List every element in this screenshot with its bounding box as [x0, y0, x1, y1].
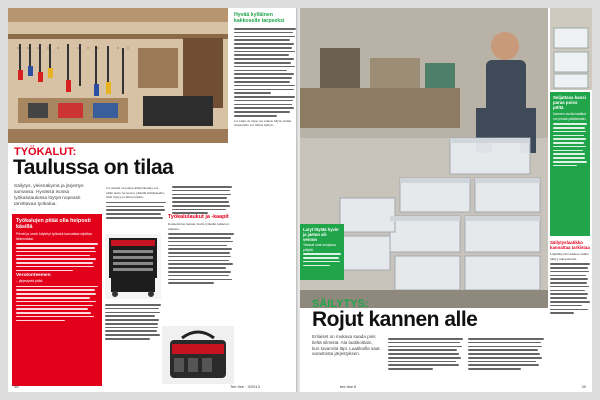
- kicker-tools: TYÖKALUT:: [14, 146, 77, 158]
- red-box-2-lines: [168, 233, 234, 284]
- red-box-1-text: Pienet ja usein käytetyt työkalut kannattaa sijoittaa lähimmäksi.: [16, 232, 92, 241]
- green-box-right-lines: [303, 253, 341, 266]
- folio-left: 38: [14, 384, 19, 389]
- green-side-box-text: Kannen avulla laatikot voi pinota päällekkäin.: [553, 112, 587, 121]
- left-page: [8, 8, 298, 392]
- green-side-box: [550, 92, 590, 236]
- green-box-text: Jos taulu on täysi, tee toinen. Myös taulun alapuolelle voi laittaa hyllyn.: [234, 118, 292, 128]
- body-intro: Jos sinulla on paljon käsityökaluja, tee niille taulu. Se kertoo yhdellä silmäyksellä, mitä löytyy ja mitä puuttuu.: [106, 186, 165, 200]
- body-column-2: [172, 186, 232, 216]
- kicker-storage: SÄILYTYS:: [312, 298, 369, 310]
- lead-right: Erilaiset on mukava saada pois tieltä silmistä. Ala laatikoittain, kun tavaroita läpi. Laatikoilla saat varastosta järjestyksen.: [312, 334, 380, 357]
- right-page: [300, 8, 592, 392]
- green-box-right-text: Tavarat ovat suojassa pölyltä.: [303, 243, 336, 252]
- red-side-box-heading: Säilytyslaatikko kannattaa tarkistaa: [550, 240, 590, 250]
- green-info-box-left: [234, 12, 296, 188]
- pegboard-illustration: [8, 8, 228, 143]
- red-box-2: [168, 214, 234, 332]
- folio-left-center: Tee Itse · 4/2013: [230, 384, 260, 389]
- folio-right: 39: [581, 384, 586, 389]
- red-box-1-sub-text: – järjestystä pitää: [16, 279, 43, 284]
- green-box-right-heading: Laryt löytää hyvin ja jaetun ali-veroon: [303, 227, 339, 242]
- folio-right-center: tee-itse.fi: [340, 384, 357, 389]
- green-side-box-heading: Seljattava kansi paras poiss pöltä: [553, 95, 586, 110]
- lead-left: Säilytys, yleisnäkymä ja järjestys samassa. Hyvässä isossa työkalutaulussa löytyä nopeasti tarvittavaa työkalua.: [14, 184, 84, 207]
- headline-right: Rojut kannen alle: [312, 308, 478, 331]
- green-box-heading: Hyvää kylläinen kakkoselle tarpeeksi: [234, 12, 285, 24]
- tool-chest-photo: [105, 234, 161, 299]
- tool-chest-illustration: [105, 234, 161, 299]
- red-box-1-lines: [16, 243, 98, 271]
- red-side-box-lines: [550, 263, 590, 314]
- body-column-3: [105, 304, 161, 342]
- red-box-1-heading: Työkalujen pitää olla helposti käsillä: [16, 218, 91, 230]
- pegboard-photo: [8, 8, 228, 143]
- red-box-2-text: Kannettavan laukun avulla työkalut kulkevat mukana.: [168, 222, 229, 231]
- side-box-photo: [550, 8, 592, 90]
- green-box-lines: [234, 28, 296, 117]
- red-box-1-sub-heading: Verotonteemen: [16, 273, 51, 279]
- red-box-1-lines-2: [16, 286, 98, 322]
- body-right-col-2: [468, 338, 544, 372]
- green-side-box-lines: [553, 123, 587, 166]
- red-box-1: [12, 214, 102, 386]
- tool-bag-illustration: [162, 326, 234, 384]
- side-box-illustration: [550, 8, 592, 90]
- red-box-2-heading: Työkalulaukut ja -kaapit: [168, 214, 229, 220]
- tool-bag-photo: [162, 326, 234, 384]
- body-right-col-1: [388, 338, 463, 372]
- body-column-1: [106, 186, 166, 221]
- red-side-box-text: Läpinäkyvän laatikon sisältö näkyy ulkopuolelle.: [550, 252, 589, 261]
- red-side-box: [550, 240, 590, 382]
- headline-left: Taulussa on tilaa: [13, 156, 174, 179]
- green-box-right: [300, 224, 344, 280]
